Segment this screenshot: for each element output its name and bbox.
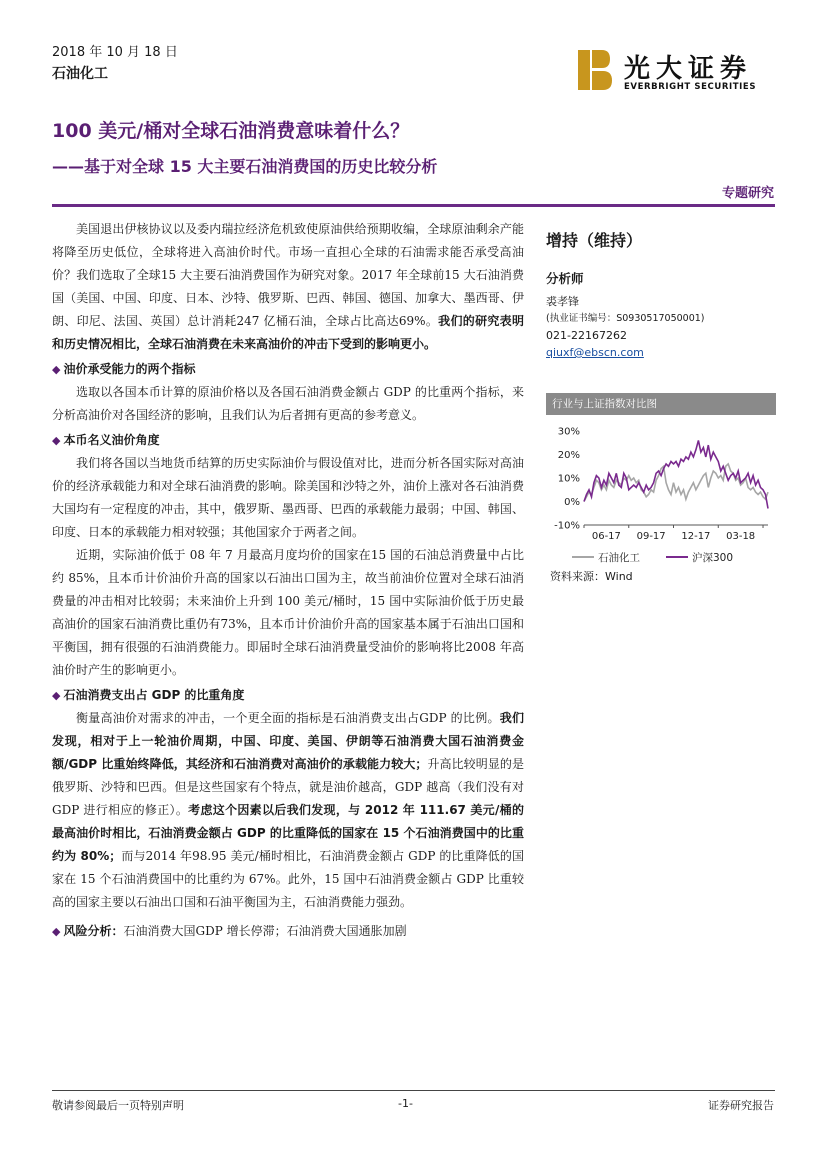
- company-logo: [578, 48, 778, 100]
- chart-source: 资料来源：Wind: [550, 570, 633, 583]
- section-heading-3: [52, 684, 524, 707]
- logo-chinese-name: 光大证券: [624, 54, 753, 84]
- section-3-paragraph: [52, 707, 524, 914]
- analyst-heading: 分析师: [546, 271, 584, 286]
- footer-divider: [52, 1090, 775, 1091]
- diamond-bullet-icon: ◆: [52, 689, 61, 702]
- risk-analysis: [52, 920, 524, 943]
- intro-conclusion: 我们的研究表明和历史情况相比，全球石油消费在未来高油价的冲击下受到的影响更小。: [52, 314, 524, 351]
- section-heading-text: 油价承受能力的两个指标: [63, 362, 196, 376]
- s3-bold-b: 我们发现，相对于上一轮油价周期，中国、印度、美国、伊朗等石油消费大国石油消费金额/GDP 比重始终降低，其经济和石油消费对高油价的承载能力较大；: [52, 711, 524, 771]
- report-subtitle: ——基于对全球 15 大主要石油消费国的历史比较分析: [52, 157, 438, 176]
- comparison-chart: [546, 393, 776, 585]
- s3-text-a: 衡量高油价对需求的冲击，一个更全面的指标是石油消费支出占GDP 的比例。: [76, 711, 500, 725]
- main-body: [52, 218, 524, 943]
- y-tick-label: 0%: [564, 497, 580, 508]
- chart-plot: [546, 415, 776, 585]
- analyst-block: [546, 270, 776, 361]
- y-tick-label: 10%: [557, 473, 580, 485]
- report-type-label: 专题研究: [721, 186, 774, 201]
- section-1-paragraph: 选取以各国本币计算的原油价格以及各国石油消费金额占 GDP 的比重两个指标，来分析高油价对各国经济的影响，且我们认为后者拥有更高的参考意义。: [52, 385, 524, 422]
- investment-rating: 增持（维持）: [546, 231, 643, 250]
- legend-label: 石油化工: [598, 552, 640, 564]
- logo-english-name: EVERBRIGHT SECURITIES: [624, 82, 757, 92]
- report-date: 2018 年 10 月 18 日: [52, 45, 178, 60]
- footer-report-label: 证券研究报告: [708, 1099, 774, 1112]
- header-divider: [52, 204, 775, 207]
- y-tick-label: -10%: [554, 520, 580, 532]
- s3-text-e: 而与2014 年98.95 美元/桶时相比，石油消费金额占 GDP 的比重降低的国家在 15 个石油消费国中的比重约为 67%。此外，15 国中石油消费金额占 GDP 比重较高的国家主要以石油出口国和石油平衡国为主，石油消费能力强劲。: [52, 849, 524, 909]
- s3-text-c: 升高比较明显的是俄罗斯、沙特和巴西。但是这些国家有个特点，就是油价越高，GDP 越高（我们没有对 GDP 进行相应的修正）。: [52, 757, 524, 817]
- section-heading-1: [52, 358, 524, 381]
- series-line: [584, 440, 768, 508]
- x-tick-label: 12-17: [681, 531, 711, 542]
- intro-text: 美国退出伊核协议以及委内瑞拉经济危机致使原油供给预期收编，全球原油剩余产能将降至历史低位，全球将进入高油价时代。市场一直担心全球的石油需求能否承受高油价？我们选取了全球15 大主要石油消费国作为研究对象。2017 年全球前15 大石油消费国（美国、中国、印度、日本、沙特、俄罗斯、巴西、韩国、德国、加拿大、墨西哥、伊朗、印尼、法国、英国）总计消耗247 亿桶石油，全球占比高达69%。: [52, 222, 524, 328]
- risk-heading: 风险分析：: [63, 924, 124, 938]
- diamond-bullet-icon: ◆: [52, 363, 61, 376]
- section-heading-text: 本币名义油价角度: [63, 433, 160, 447]
- diamond-bullet-icon: ◆: [52, 434, 61, 447]
- report-title: 100 美元/桶对全球石油消费意味着什么？: [52, 120, 410, 142]
- footer-disclaimer: 敬请参阅最后一页特别声明: [52, 1099, 184, 1112]
- intro-paragraph: [52, 218, 524, 356]
- analyst-name: 裘孝锋: [546, 295, 579, 308]
- section-2-paragraph-2: 近期，实际油价低于 08 年 7 月最高月度均价的国家在15 国的石油总消费量中占比约 85%，且本币计价油价升高的国家以石油出口国为主，故当前油价位置对全球石油消费量的冲击相对比较弱；未来油价上升到 100 美元/桶时，15 国中实际油价低于历史最高油价的国家石油消费比重仍有73%，且本币计价油价升高的国家基本属于石油出口国和平衡国，拥有很强的石油消费能力。即届时全球石油消费量受油价的影响将比2008 年高油价时产生的影响更小。: [52, 548, 524, 677]
- page-number: -1-: [398, 1097, 413, 1110]
- diamond-bullet-icon: ◆: [52, 925, 61, 938]
- analyst-email-link[interactable]: qiuxf@ebscn.com: [546, 346, 644, 359]
- legend-label: 沪深300: [692, 552, 734, 564]
- x-tick-label: 03-18: [726, 531, 756, 542]
- x-tick-label: 09-17: [636, 531, 666, 542]
- risk-text: 石油消费大国GDP 增长停滞；石油消费大国通胀加剧: [123, 924, 407, 938]
- y-tick-label: 20%: [557, 450, 580, 461]
- section-heading-2: [52, 429, 524, 452]
- analyst-license: (执业证书编号：S0930517050001): [546, 313, 705, 324]
- everbright-logo-icon: [578, 50, 612, 90]
- analyst-phone: 021-22167262: [546, 329, 627, 342]
- y-tick-label: 30%: [557, 426, 580, 438]
- x-tick-label: 06-17: [591, 531, 621, 542]
- section-heading-text: 石油消费支出占 GDP 的比重角度: [63, 688, 245, 702]
- chart-title: 行业与上证指数对比图: [546, 393, 776, 415]
- s3-bold-d: 考虑这个因素以后我们发现，与 2012 年 111.67 美元/桶的最高油价时相比，石油消费金额占 GDP 的比重降低的国家在 15 个石油消费国中的比重约为 80%；: [52, 803, 524, 863]
- section-2-paragraph-1: 我们将各国以当地货币结算的历史实际油价与假设值对比，进而分析各国实际对高油价的经济承载能力和对全球石油消费的影响。除美国和沙特之外，油价上涨对各石油消费大国均有一定程度的冲击，其中，俄罗斯、墨西哥、巴西的承载能力最弱；中国、韩国、印度、日本的承载能力相对较强；其他国家介于两者之间。: [52, 456, 524, 539]
- sector-label: 石油化工: [52, 66, 108, 82]
